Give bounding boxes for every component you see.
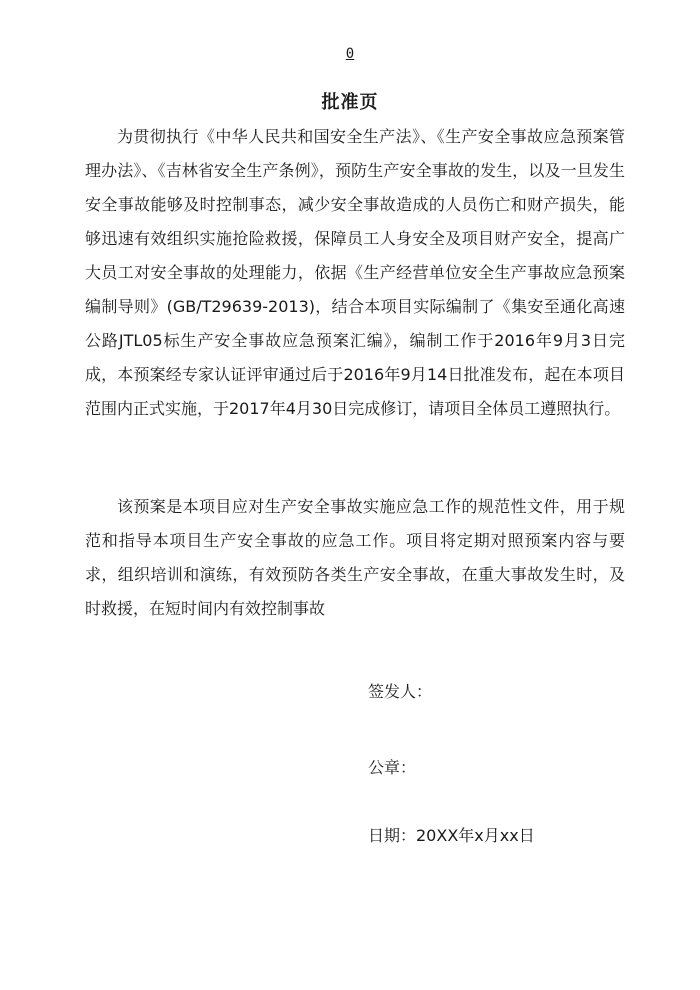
date-label: 日期：20XX年x月xx日	[368, 826, 535, 845]
paragraph-scope: 该预案是本项目应对生产安全事故实施应急工作的规范性文件，用于规范和指导本项目生产安全事故的应急工作。项目将定期对照预案内容与要求，组织培训和演练，有效预防各类生产安全事故，在重大事故发生时，及时救援，在短时间内有效控制事故	[85, 497, 625, 618]
page-number: 0	[345, 46, 355, 62]
paragraph-purpose: 为贯彻执行《中华人民共和国安全生产法》、《生产安全事故应急预案管理办法》、《吉林省安全生产条例》，预防生产安全事故的发生，以及一旦发生安全事故能够及时控制事态，减少安全事故造成的人员伤亡和财产损失，能够迅速有效组织实施抢险救援，保障员工人身安全及项目财产安全，提高广大员工对安全事故的处理能力，依据《生产经营单位安全生产事故应急预案编制导则》(GB/T29639-2013)，结合本项目实际编制了《集安至通化高速公路JTL05标生产安全事故应急预案汇编》，编制工作于2016年9月3日完成，本预案经专家认证评审通过后于2016年9月14日批准发布，起在本项目范围内正式实施，于2017年4月30日完成修订，请项目全体员工遵照执行。	[85, 127, 625, 418]
official-seal-label: 公章：	[368, 758, 417, 777]
page-title: 批准页	[321, 92, 379, 113]
signer-label: 签发人：	[368, 682, 433, 701]
